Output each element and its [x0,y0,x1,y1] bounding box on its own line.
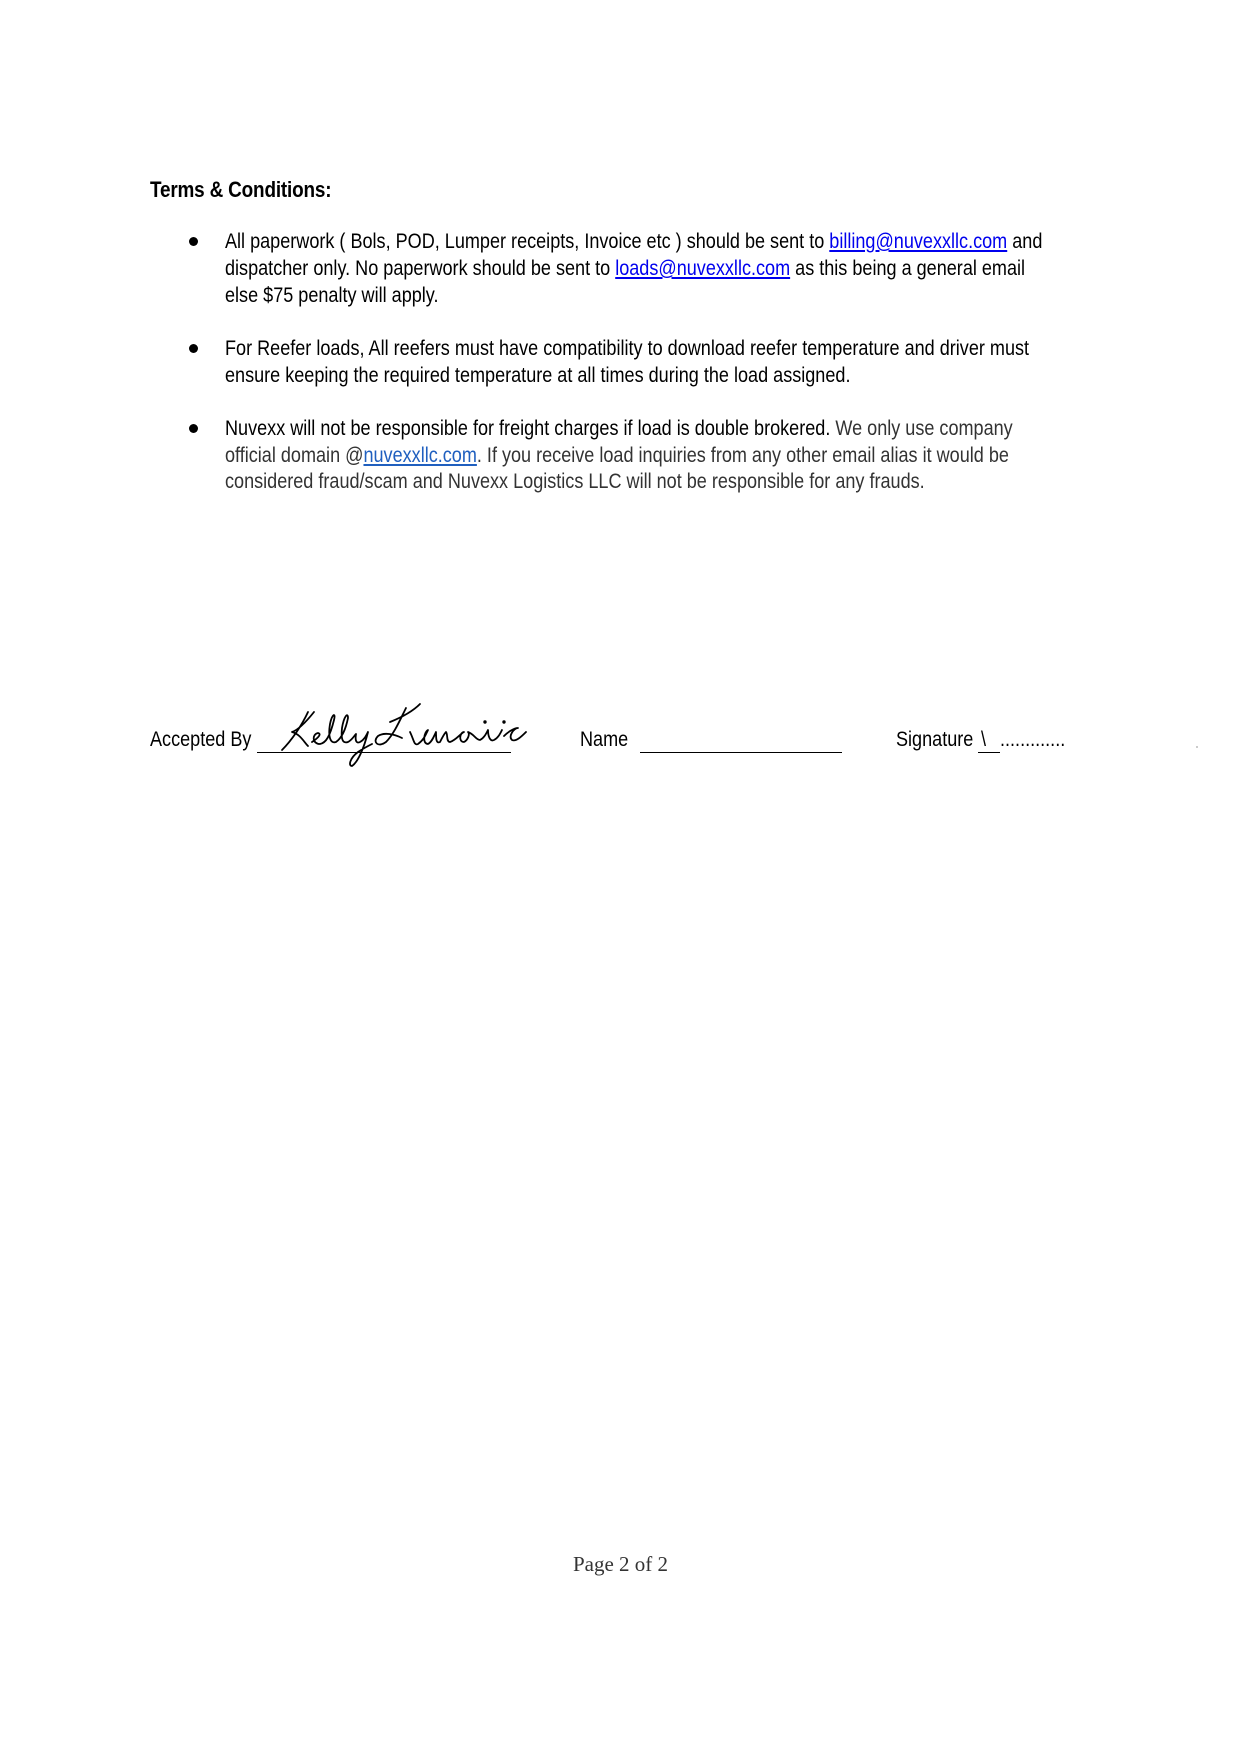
handwritten-signature [278,700,538,770]
bullet-3-line-2: official domain @nuvexxllc.com. If you receive load inquiries from any other email alias it would be [225,444,1009,467]
terms-heading: Terms & Conditions: [150,177,332,202]
domain-link[interactable]: nuvexxllc.com [363,444,477,467]
signature-mark: \ [981,728,987,751]
scan-speck [1196,746,1198,748]
bullet-2-line-2: ensure keeping the required temperature at all times during the load assigned. [225,364,851,387]
signature-line [978,752,1000,753]
page-number: Page 2 of 2 [572,1552,669,1576]
bullet-1-line-3: else $75 penalty will apply. [225,284,439,307]
signature-dots: ............. [1000,728,1066,751]
bullet-3-line-1: Nuvexx will not be responsible for freight charges if load is double brokered. We only use company [225,417,1013,440]
bullet-2-dot [189,344,198,353]
bullet-3-line-3: considered fraud/scam and Nuvexx Logistics LLC will not be responsible for any frauds. [225,470,925,493]
loads-email-link[interactable]: loads@nuvexxllc.com [615,257,791,280]
billing-email-link[interactable]: billing@nuvexxllc.com [829,230,1008,253]
bullet-3-dot [189,424,198,433]
signature-label: Signature [896,728,974,751]
bullet-1-dot [189,237,198,246]
name-line [640,752,842,753]
bullet-2-line-1: For Reefer loads, All reefers must have compatibility to download reefer temperature and driver must [225,337,1030,360]
accepted-by-label: Accepted By [150,728,252,751]
bullet-1-line-1: All paperwork ( Bols, POD, Lumper receipts, Invoice etc ) should be sent to billing@nuvexxllc.com and [225,230,1043,253]
bullet-1-line-2: dispatcher only. No paperwork should be sent to loads@nuvexxllc.com as this being a general email [225,257,1026,280]
name-label: Name [580,728,629,751]
